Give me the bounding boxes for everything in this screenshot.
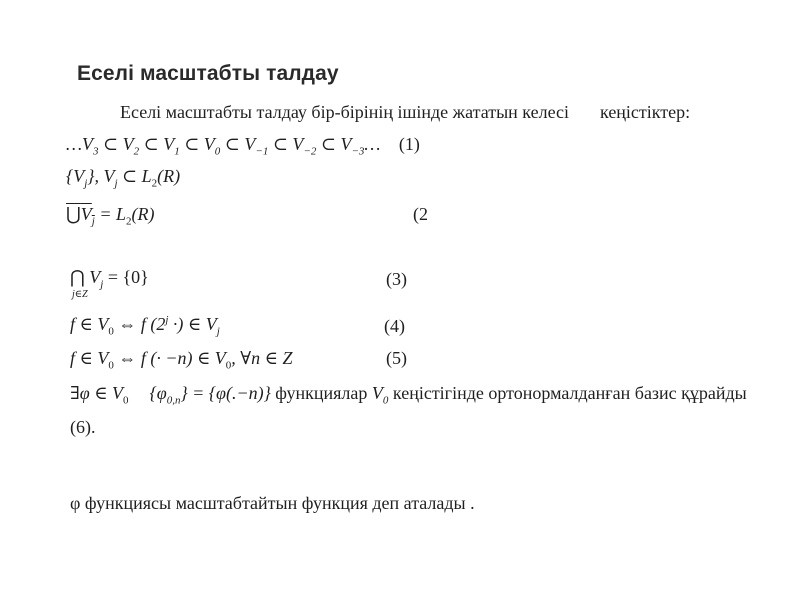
eq1-subset: ⊂ (316, 134, 341, 154)
eq5-b: ⇔ f (· −n) ∈ V (113, 348, 226, 368)
eq6-text2: кеңістігінде ортонормалданған базис құрайды (392, 383, 747, 403)
eq2-end: (R) (131, 204, 155, 224)
eq5-c: , ∀n ∈ Z (231, 348, 293, 368)
eq2-overline-group (66, 204, 95, 228)
eq1-dots: … (66, 134, 83, 154)
slide-title: Еселі масштабты талдау (77, 62, 339, 85)
eq4-b: ⇔ f (2 (113, 314, 166, 334)
eq4-number: (4) (384, 316, 405, 336)
eq3-under: j∈Z (72, 289, 88, 300)
intro-line (120, 103, 690, 121)
eq1-v: V (163, 134, 175, 154)
eq1b-end: (R) (157, 166, 181, 186)
equation-6 (70, 383, 747, 407)
eq3-v: V (89, 267, 101, 287)
eq1-dots-end: … (364, 134, 381, 154)
eq1-sub: −3 (351, 145, 365, 158)
eq1-v: V (340, 134, 352, 154)
eq2-sub2: 2 (126, 215, 132, 228)
eq2-rhs: = L (94, 204, 126, 224)
eq1b-rest: }, V (87, 166, 115, 186)
equation-4 (70, 314, 470, 338)
eq2-sub: j (91, 215, 95, 228)
eq1b-sub3: 2 (151, 177, 158, 190)
eq1-v: V (82, 134, 94, 154)
equation-1b (66, 166, 181, 190)
eq2-union: ⋃ (66, 204, 81, 224)
eq6-a: ∃φ ∈ V (70, 383, 124, 403)
eq1-sub: −1 (255, 145, 269, 158)
eq1-sub: 2 (133, 145, 140, 158)
eq4-c: ·) ∈ V (168, 314, 217, 334)
eq5-a: f ∈ V (70, 348, 109, 368)
eq1-subset: ⊂ (139, 134, 164, 154)
equation-3 (70, 268, 470, 302)
eq1-subset: ⊂ (179, 134, 204, 154)
eq2-number: (2 (413, 204, 428, 224)
eq1-number: (1) (398, 134, 420, 154)
eq3-number: (3) (386, 269, 407, 289)
eq6-number: (6). (70, 417, 96, 437)
eq6-v: V (371, 383, 383, 403)
eq1-sub: 1 (174, 145, 180, 158)
eq4-sub: 0 (108, 325, 114, 338)
eq1-subset: ⊂ (220, 134, 245, 154)
eq3-rhs: = {0} (103, 267, 149, 287)
eq1-sub: 0 (214, 145, 221, 158)
eq1b-sub2: j (114, 177, 118, 190)
equation-2 (66, 204, 466, 228)
eq6-sub2: 0,n (166, 394, 181, 407)
eq5-sub: 0 (108, 359, 114, 372)
eq5-sub2: 0 (225, 359, 232, 372)
eq6-c: } = {φ(.−n)} (180, 383, 271, 403)
eq1b-tail: ⊂ L (117, 166, 152, 186)
equation-5 (70, 348, 470, 372)
intro-text-2: кеңістіктер: (600, 102, 691, 122)
eq1-sub: 3 (93, 145, 99, 158)
eq4-sub2: j (216, 325, 220, 338)
eq1b-left: {V (66, 166, 85, 186)
eq1-v: V (292, 134, 304, 154)
eq6-sub: 0 (123, 394, 129, 407)
eq6-b: {φ (149, 383, 167, 403)
eq6-sub3: 0 (382, 394, 389, 407)
footer-text: функциясы масштабтайтын функция деп аталады . (84, 493, 475, 513)
eq1-v: V (122, 134, 134, 154)
eq1-v: V (244, 134, 256, 154)
eq4-sup: j (165, 314, 169, 326)
eq1b-sub: j (84, 177, 88, 190)
eq1-subset: ⊂ (268, 134, 293, 154)
eq2-v: V (80, 204, 92, 224)
eq6-text: функциялар (275, 383, 368, 403)
intro-text: Еселі масштабты талдау бір-бірінің ішінде жататын келесі (120, 102, 570, 122)
footer-line (70, 494, 475, 512)
footer-phi: φ (70, 493, 81, 513)
eq1-v: V (203, 134, 215, 154)
eq5-number: (5) (386, 348, 407, 368)
eq3-sub: j (100, 278, 104, 291)
eq4-a: f ∈ V (70, 314, 109, 334)
eq3-cap: ⋂ (70, 267, 85, 287)
equation-1 (66, 134, 420, 158)
eq1-sub: −2 (303, 145, 317, 158)
eq1-subset: ⊂ (98, 134, 123, 154)
